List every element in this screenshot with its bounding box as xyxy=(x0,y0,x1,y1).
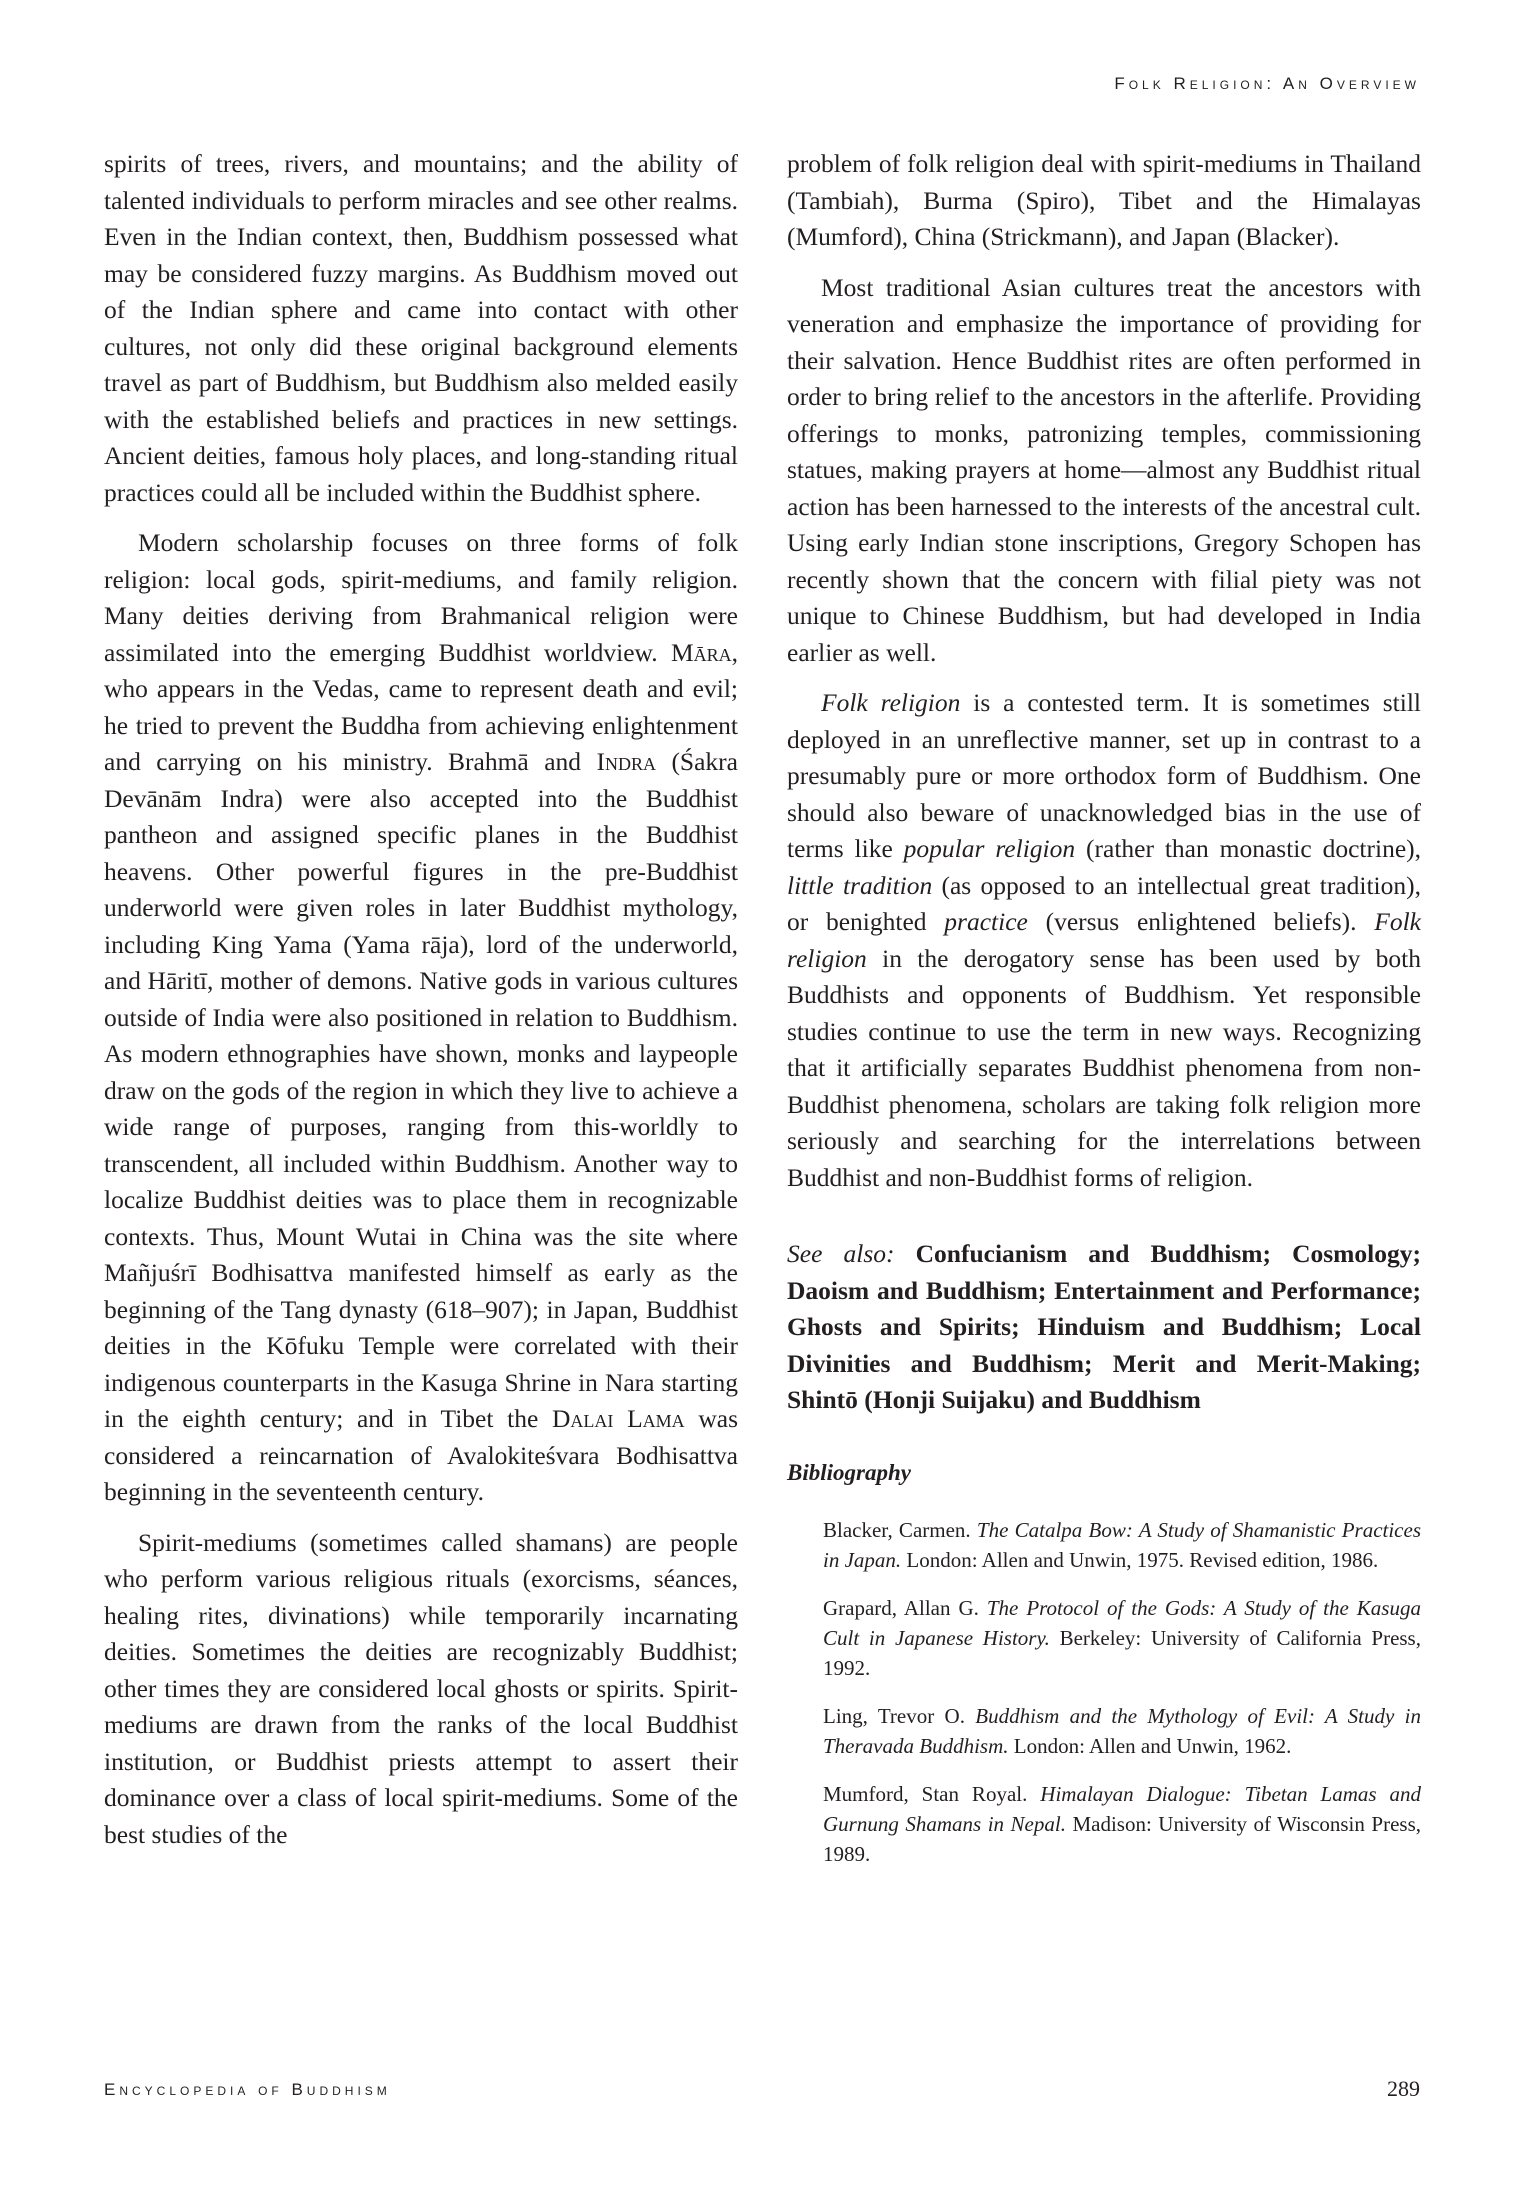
italic-term: practice xyxy=(944,907,1028,936)
bibliography-entry xyxy=(787,1593,1421,1683)
italic-term: popular religion xyxy=(903,834,1076,863)
italic-term: Folk religion xyxy=(787,907,1421,973)
bib-author: Ling, Trevor O. xyxy=(823,1704,976,1728)
text-run: is a contested term. It is sometimes still deployed in an unreflective manner, set up in contrast to a presumably pure or more orthodox form of Buddhism. One should also beware of unacknowledged bias in the use of terms like xyxy=(787,688,1421,863)
paragraph: problem of folk religion deal with spirit-mediums in Thailand (Tambiah), Burma (Spiro), Tibet and the Himalayas (Mumford), China (Strickmann), and Japan (Blacker). xyxy=(787,149,1421,251)
bib-title: The Protocol of the Gods: A Study of the Kasuga Cult in Japanese History. xyxy=(823,1596,1421,1650)
bibliography-entry xyxy=(787,1779,1421,1869)
italic-term: Folk religion xyxy=(821,688,961,717)
text-run: in the derogatory sense has been used by both Buddhists and opponents of Buddhism. Yet responsible studies continue to use the term in new ways. Recognizing that it artificially separates Buddhist phenomena from non-Buddhist phenomena, scholars are taking folk religion more seriously and searching for the interrelations between Buddhist and non-Buddhist forms of religion. xyxy=(787,943,1421,1192)
italic-term: little tradition xyxy=(787,870,933,900)
bib-title: The Catalpa Bow: A Study of Shamanistic Practices in Japan. xyxy=(823,1518,1421,1572)
bib-author: Mumford, Stan Royal. xyxy=(823,1782,1041,1806)
running-head: Folk Religion: An Overview xyxy=(1114,74,1420,93)
bib-publication: Madison: University of Wisconsin Press, 1989. xyxy=(823,1812,1421,1866)
text-run: (versus enlightened beliefs). xyxy=(1027,907,1375,936)
bibliography-entry xyxy=(787,1515,1421,1575)
paragraph: Spirit-mediums (sometimes called shamans) are people who perform various religious rituals (exorcisms, séances, healing rites, divinations) while temporarily incarnating deities. Sometimes the deities are recognizably Buddhist; other times they are considered local ghosts or spirits. Spirit-mediums are drawn from the ranks of the local Buddhist institution, or Buddhist priests attempt to assert their dominance over a class of local spirit-mediums. Some of the best studies of the xyxy=(104,1527,738,1849)
paragraph xyxy=(787,685,1421,1196)
bib-title: Buddhism and the Mythology of Evil: A Study in Theravada Buddhism. xyxy=(823,1704,1421,1758)
bib-author: Blacker, Carmen. xyxy=(823,1518,977,1542)
see-also xyxy=(787,1236,1421,1419)
cross-reference-indra[interactable]: Indra xyxy=(596,747,656,776)
paragraph xyxy=(104,525,738,1511)
cross-reference-mara[interactable]: Māra xyxy=(670,637,732,667)
bib-author: Grapard, Allan G. xyxy=(823,1596,987,1620)
bib-publication: London: Allen and Unwin, 1975. Revised edition, 1986. xyxy=(901,1548,1379,1572)
footer-book-title: Encyclopedia of Buddhism xyxy=(104,2080,391,2099)
bibliography-entry xyxy=(787,1701,1421,1761)
see-also-label: See also: xyxy=(787,1239,895,1268)
text-run: Modern scholarship focuses on three forms of folk religion: local gods, spirit-mediums, and family religion. Many deities deriving from Brahmanical religion were assimilated into the emerging Buddhist worldview. xyxy=(104,528,738,667)
bib-publication: London: Allen and Unwin, 1962. xyxy=(1008,1734,1292,1758)
paragraph: spirits of trees, rivers, and mountains; and the ability of talented individuals to perform miracles and see other realms. Even in the Indian context, then, Buddhism possessed what may be considered fuzzy margins. As Buddhism moved out of the Indian sphere and came into contact with other cultures, not only did these original background elements travel as part of Buddhism, but Buddhism also melded easily with the established beliefs and practices in new settings. Ancient deities, famous holy places, and long-standing ritual practices could all be included within the Buddhist sphere. xyxy=(104,149,738,507)
bib-title: Himalayan Dialogue: Tibetan Lamas and Gurnung Shamans in Nepal. xyxy=(823,1782,1421,1836)
text-run: (as opposed to an intellectual great tradition), or benighted xyxy=(787,870,1421,936)
bib-publication: Berkeley: University of California Press, 1992. xyxy=(823,1626,1421,1680)
text-run: was considered a reincarnation of Avalokiteśvara Bodhisattva beginning in the seventeenth century. xyxy=(104,1404,738,1506)
text-run: (rather than monastic doctrine), xyxy=(1075,834,1422,863)
paragraph: Most traditional Asian cultures treat the ancestors with veneration and emphasize the importance of providing for their salvation. Hence Buddhist rites are often performed in order to bring relief to the ancestors in the afterlife. Providing offerings to monks, patronizing temples, commissioning statues, making prayers at home—almost any Buddhist ritual action has been harnessed to the interests of the ancestral cult. Using early Indian stone inscriptions, Gregory Schopen has recently shown that the concern with filial piety was not unique to Chinese Buddhism, but had developed in India earlier as well. xyxy=(787,272,1421,667)
right-column xyxy=(787,146,1421,1887)
page-number: 289 xyxy=(1387,2076,1420,2101)
text-run: (Śakra Devānām Indra) were also accepted into the Buddhist pantheon and assigned specific planes in the Buddhist heavens. Other powerful figures in the pre-Buddhist underworld were given roles in later Buddhist mythology, including King Yama (Yama rāja), lord of the underworld, and Hāritī, mother of demons. Native gods in various cultures outside of India were also positioned in relation to Buddhism. As modern ethnographies have shown, monks and laypeople draw on the gods of the region in which they live to achieve a wide range of purposes, ranging from this-worldly to transcendent, all included within Buddhism. Another way to localize Buddhist deities was to place them in recognizable contexts. Thus, Mount Wutai in China was the site where Mañjuśrī Bodhisattva manifested himself as early as the beginning of the Tang dynasty (618–907); in Japan, Buddhist deities in the Kōfuku Temple were correlated with their indigenous counterparts in the Kasuga Shrine in Nara starting in the eighth century; and in Tibet the xyxy=(104,747,738,1433)
cross-reference-dalai-lama[interactable]: Dalai Lama xyxy=(551,1404,685,1433)
bibliography-heading: Bibliography xyxy=(787,1459,911,1485)
left-column xyxy=(104,146,738,1867)
text-run: , who appears in the Vedas, came to represent death and evil; he tried to prevent the Buddha from achieving enlightenment and carrying on his ministry. Brahmā and xyxy=(104,637,738,776)
see-also-links[interactable]: Confucianism and Buddhism; Cosmology; Daoism and Buddhism; Entertainment and Performance; Ghosts and Spirits; Hinduism and Buddhism; Local Divinities and Buddhism; Merit and Merit-Making; Shintō (Honji Suijaku) and Buddhism xyxy=(787,1239,1422,1414)
